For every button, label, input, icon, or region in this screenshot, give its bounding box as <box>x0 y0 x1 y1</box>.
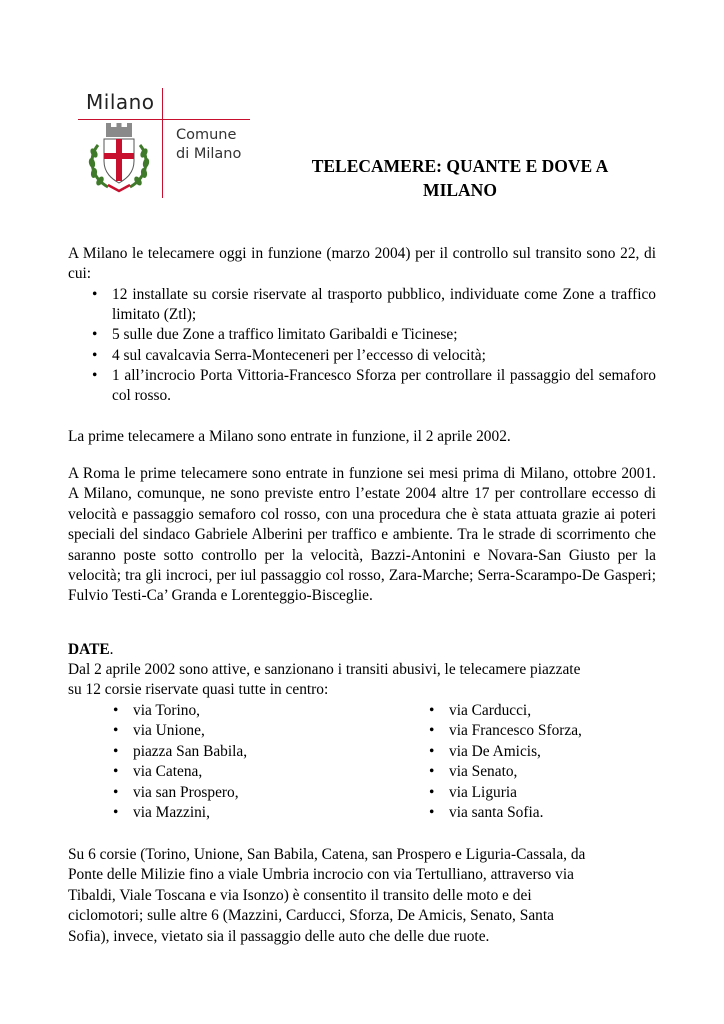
bullet-icon: • <box>429 783 435 801</box>
list-item: • via Torino, <box>113 701 247 721</box>
list-item: • piazza San Babila, <box>113 742 247 762</box>
bullet-icon: • <box>429 702 435 719</box>
final-paragraph: Su 6 corsie (Torino, Unione, San Babila, Catena, san Prospero e Liguria-Cassala, da Ponte delle Milizie fino a viale Umbria incrocio con via Tertulliano, attraverso via Tibaldi, Viale Toscana e via Isonzo) è consentito il transito delle moto e dei ciclomotori; sulle altre 6 (Mazzini, Carducci, Sforza, De Amicis, Senato, Santa Sofia), invece, vietato sia il passaggio delle auto che delle due ruote. <box>68 846 586 945</box>
intro-bullet: • 4 sul cavalcavia Serra-Monteceneri per l’eccesso di velocità; <box>112 346 656 366</box>
bullet-icon: • <box>113 783 119 801</box>
comune-di-milano-logo <box>78 88 258 200</box>
bullet-icon: • <box>113 763 119 781</box>
streets-list-left <box>113 701 247 823</box>
intro-bullet: • 5 sulle due Zone a traffico limitato Garibaldi e Ticinese; <box>112 325 656 345</box>
bullet-icon: • <box>113 803 119 821</box>
logo-brand-text: Milano <box>86 90 155 114</box>
intro-paragraph: A Milano le telecamere oggi in funzione (marzo 2004) per il controllo sul transito sono 22, di cui: <box>68 245 656 283</box>
list-item: • via Carducci, <box>429 701 582 721</box>
intro-bullet: • 12 installate su corsie riservate al trasporto pubblico, individuate come Zone a traffico limitato (Ztl); <box>92 286 656 324</box>
page-title: TELECAMERE: QUANTE E DOVE A MILANO <box>311 156 609 200</box>
list-item: • via Liguria <box>429 783 582 803</box>
list-item: • via De Amicis, <box>429 742 582 762</box>
bullet-icon: • <box>429 803 435 821</box>
milano-crest-icon <box>84 121 154 195</box>
logo-comune-text: Comune di Milano <box>176 127 242 162</box>
streets-list-right <box>429 701 582 823</box>
list-item: • via santa Sofia. <box>429 803 582 823</box>
list-item: • via Senato, <box>429 762 582 782</box>
bullet-icon: • <box>113 742 119 760</box>
bullet-icon: • <box>92 326 98 343</box>
list-item: • via Mazzini, <box>113 803 247 823</box>
list-item: • via Francesco Sforza, <box>429 721 582 741</box>
bullet-icon: • <box>113 702 119 719</box>
bullet-icon: • <box>429 722 435 740</box>
date-heading: DATE. <box>68 641 114 658</box>
bullet-icon: • <box>92 286 98 303</box>
rome-paragraph: A Roma le prime telecamere sono entrate in funzione sei mesi prima di Milano, ottobre 2001. A Milano, comunque, ne sono previste entro l’estate 2004 altre 17 per controllare eccesso di velocità e passaggio semaforo col rosso, con una procedura che è stata attuata grazie ai poteri speciali del sindaco Gabriele Alberini per traffico e ambiente. Tra le strade di scorrimento che saranno poste sotto controllo per la velocità, Bazzi-Antonini e Novara-San Giusto per la velocità; tra gli incroci, per iul passaggio col rosso, Zara-Marche; Serra-Scarampo-De Gasperi; Fulvio Testi-Ca’ Granda e Lorenteggio-Bisceglie. <box>68 465 656 605</box>
bullet-icon: • <box>92 347 98 364</box>
list-item: • via san Prospero, <box>113 783 247 803</box>
date-intro-line: Dal 2 aprile 2002 sono attive, e sanzionano i transiti abusivi, le telecamere piazzate <box>68 661 581 678</box>
first-cameras-paragraph: La prime telecamere a Milano sono entrate in funzione, il 2 aprile 2002. <box>68 428 511 445</box>
list-item: • via Unione, <box>113 721 247 741</box>
list-item: • via Catena, <box>113 762 247 782</box>
bullet-icon: • <box>429 742 435 760</box>
bullet-icon: • <box>92 367 98 384</box>
logo-divider-vertical <box>162 88 163 198</box>
date-intro-line: su 12 corsie riservate quasi tutte in centro: <box>68 681 329 698</box>
intro-bullet: • 1 all’incrocio Porta Vittoria-Francesco Sforza per controllare il passaggio del semaforo col rosso. <box>92 367 656 405</box>
bullet-icon: • <box>113 722 119 740</box>
logo-divider-horizontal <box>78 119 250 120</box>
bullet-icon: • <box>429 763 435 781</box>
